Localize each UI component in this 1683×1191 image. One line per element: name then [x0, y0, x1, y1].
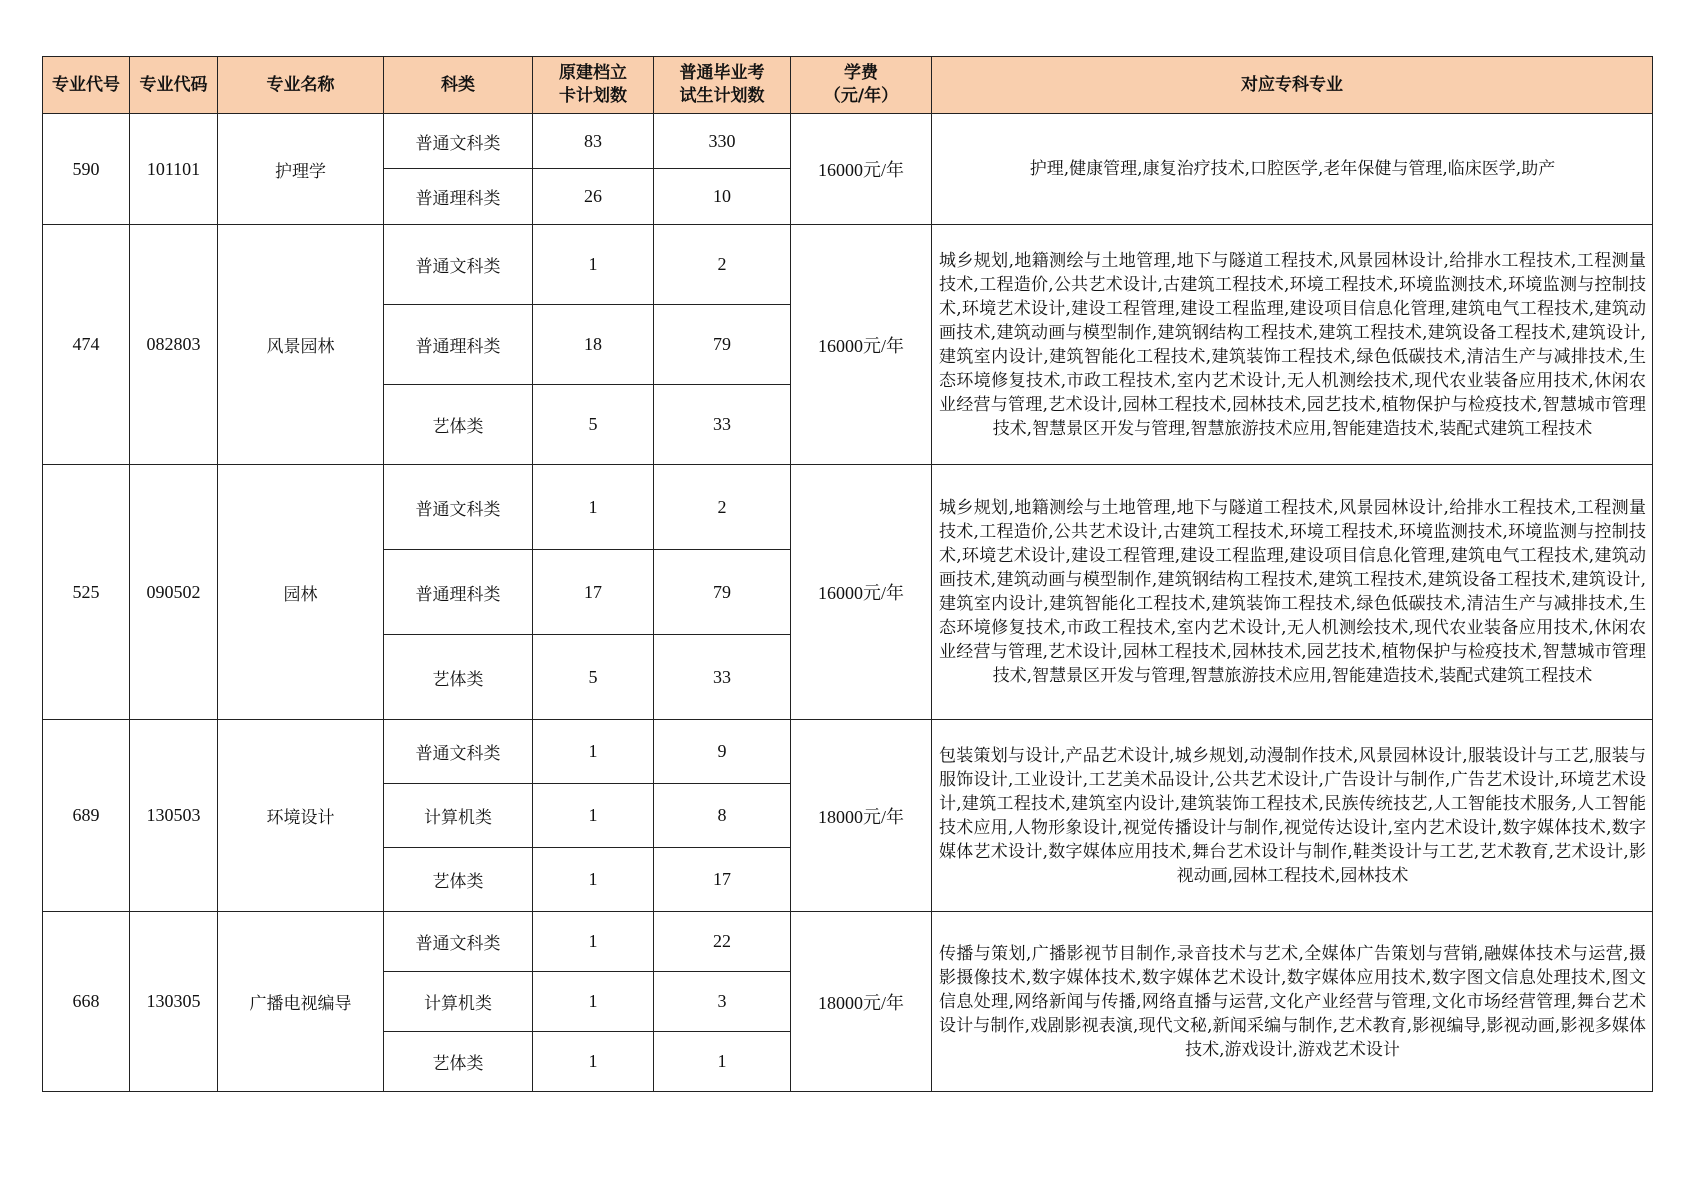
- category-cell: 普通文科类: [384, 465, 533, 550]
- header-quota-a: 原建档立 卡计划数: [533, 57, 654, 114]
- header-related-majors: 对应专科专业: [932, 57, 1653, 114]
- category-cell: 普通文科类: [384, 114, 533, 169]
- related-majors-cell: 城乡规划,地籍测绘与土地管理,地下与隧道工程技术,风景园林设计,给排水工程技术,工程测量技术,工程造价,公共艺术设计,古建筑工程技术,环境工程技术,环境监测技术,环境监测与控制技术,环境艺术设计,建设工程管理,建设工程监理,建设项目信息化管理,建筑电气工程技术,建筑动画技术,建筑动画与模型制作,建筑钢结构工程技术,建筑工程技术,建筑设备工程技术,建筑设计,建筑室内设计,建筑智能化工程技术,建筑装饰工程技术,绿色低碳技术,清洁生产与减排技术,生态环境修复技术,市政工程技术,室内艺术设计,无人机测绘技术,现代农业装备应用技术,休闲农业经营与管理,艺术设计,园林工程技术,园林技术,园艺技术,植物保护与检疫技术,智慧城市管理技术,智慧景区开发与管理,智慧旅游技术应用,智能建造技术,装配式建筑工程技术: [932, 225, 1653, 465]
- quota-b-cell: 79: [654, 550, 791, 635]
- quota-a-cell: 5: [533, 385, 654, 465]
- fee-cell: 18000元/年: [791, 912, 932, 1092]
- related-majors-cell: 城乡规划,地籍测绘与土地管理,地下与隧道工程技术,风景园林设计,给排水工程技术,工程测量技术,工程造价,公共艺术设计,古建筑工程技术,环境工程技术,环境监测技术,环境监测与控制技术,环境艺术设计,建设工程管理,建设工程监理,建设项目信息化管理,建筑电气工程技术,建筑动画技术,建筑动画与模型制作,建筑钢结构工程技术,建筑工程技术,建筑设备工程技术,建筑设计,建筑室内设计,建筑智能化工程技术,建筑装饰工程技术,绿色低碳技术,清洁生产与减排技术,生态环境修复技术,市政工程技术,室内艺术设计,无人机测绘技术,现代农业装备应用技术,休闲农业经营与管理,艺术设计,园林工程技术,园林技术,园艺技术,植物保护与检疫技术,智慧城市管理技术,智慧景区开发与管理,智慧旅游技术应用,智能建造技术,装配式建筑工程技术: [932, 465, 1653, 720]
- quota-a-cell: 17: [533, 550, 654, 635]
- category-cell: 普通文科类: [384, 912, 533, 972]
- quota-a-cell: 26: [533, 169, 654, 225]
- quota-b-cell: 22: [654, 912, 791, 972]
- header-major-name: 专业名称: [218, 57, 384, 114]
- quota-b-cell: 2: [654, 465, 791, 550]
- category-cell: 计算机类: [384, 972, 533, 1032]
- header-category: 科类: [384, 57, 533, 114]
- major-code-cell: 130305: [130, 912, 218, 1092]
- quota-a-cell: 1: [533, 912, 654, 972]
- category-cell: 艺体类: [384, 1032, 533, 1092]
- major-name-cell: 护理学: [218, 114, 384, 225]
- category-cell: 普通文科类: [384, 225, 533, 305]
- major-name-cell: 风景园林: [218, 225, 384, 465]
- related-majors-cell: 包装策划与设计,产品艺术设计,城乡规划,动漫制作技术,风景园林设计,服装设计与工艺,服装与服饰设计,工业设计,工艺美术品设计,公共艺术设计,广告设计与制作,广告艺术设计,环境艺术设计,建筑工程技术,建筑室内设计,建筑装饰工程技术,民族传统技艺,人工智能技术服务,人工智能技术应用,人物形象设计,视觉传播设计与制作,视觉传达设计,室内艺术设计,数字媒体技术,数字媒体艺术设计,数字媒体应用技术,舞台艺术设计与制作,鞋类设计与工艺,艺术教育,艺术设计,影视动画,园林工程技术,园林技术: [932, 720, 1653, 912]
- quota-a-cell: 1: [533, 784, 654, 848]
- quota-b-cell: 9: [654, 720, 791, 784]
- code-no-cell: 474: [43, 225, 130, 465]
- quota-a-cell: 83: [533, 114, 654, 169]
- quota-a-cell: 18: [533, 305, 654, 385]
- related-majors-cell: 护理,健康管理,康复治疗技术,口腔医学,老年保健与管理,临床医学,助产: [932, 114, 1653, 225]
- category-cell: 普通理科类: [384, 169, 533, 225]
- code-no-cell: 689: [43, 720, 130, 912]
- category-cell: 艺体类: [384, 635, 533, 720]
- table-row: [43, 225, 1653, 305]
- enrollment-plan-table: [42, 56, 1653, 1092]
- related-majors-cell: 传播与策划,广播影视节目制作,录音技术与艺术,全媒体广告策划与营销,融媒体技术与运营,摄影摄像技术,数字媒体技术,数字媒体艺术设计,数字媒体应用技术,数字图文信息处理技术,图文信息处理,网络新闻与传播,网络直播与运营,文化产业经营与管理,文化市场经营管理,舞台艺术设计与制作,戏剧影视表演,现代文秘,新闻采编与制作,艺术教育,影视编导,影视动画,影视多媒体技术,游戏设计,游戏艺术设计: [932, 912, 1653, 1092]
- major-code-cell: 082803: [130, 225, 218, 465]
- quota-b-cell: 1: [654, 1032, 791, 1092]
- fee-cell: 16000元/年: [791, 114, 932, 225]
- quota-b-cell: 330: [654, 114, 791, 169]
- quota-a-cell: 5: [533, 635, 654, 720]
- code-no-cell: 668: [43, 912, 130, 1092]
- table-row: [43, 465, 1653, 550]
- quota-b-cell: 2: [654, 225, 791, 305]
- category-cell: 普通文科类: [384, 720, 533, 784]
- quota-b-cell: 3: [654, 972, 791, 1032]
- table-row: [43, 912, 1653, 972]
- quota-a-cell: 1: [533, 720, 654, 784]
- table-row: [43, 114, 1653, 169]
- code-no-cell: 525: [43, 465, 130, 720]
- major-code-cell: 090502: [130, 465, 218, 720]
- quota-b-cell: 8: [654, 784, 791, 848]
- fee-cell: 16000元/年: [791, 465, 932, 720]
- quota-a-cell: 1: [533, 465, 654, 550]
- code-no-cell: 590: [43, 114, 130, 225]
- header-code-no: 专业代号: [43, 57, 130, 114]
- quota-a-cell: 1: [533, 972, 654, 1032]
- category-cell: 计算机类: [384, 784, 533, 848]
- major-name-cell: 环境设计: [218, 720, 384, 912]
- major-code-cell: 101101: [130, 114, 218, 225]
- quota-b-cell: 17: [654, 848, 791, 912]
- quota-b-cell: 79: [654, 305, 791, 385]
- header-major-code: 专业代码: [130, 57, 218, 114]
- quota-b-cell: 33: [654, 385, 791, 465]
- quota-a-cell: 1: [533, 225, 654, 305]
- major-code-cell: 130503: [130, 720, 218, 912]
- header-quota-b: 普通毕业考 试生计划数: [654, 57, 791, 114]
- category-cell: 普通理科类: [384, 550, 533, 635]
- category-cell: 普通理科类: [384, 305, 533, 385]
- major-name-cell: 园林: [218, 465, 384, 720]
- header-fee: 学费 （元/年）: [791, 57, 932, 114]
- major-name-cell: 广播电视编导: [218, 912, 384, 1092]
- category-cell: 艺体类: [384, 848, 533, 912]
- category-cell: 艺体类: [384, 385, 533, 465]
- fee-cell: 18000元/年: [791, 720, 932, 912]
- table-row: [43, 720, 1653, 784]
- header-row: [43, 57, 1653, 114]
- quota-b-cell: 33: [654, 635, 791, 720]
- quota-a-cell: 1: [533, 848, 654, 912]
- quota-b-cell: 10: [654, 169, 791, 225]
- quota-a-cell: 1: [533, 1032, 654, 1092]
- fee-cell: 16000元/年: [791, 225, 932, 465]
